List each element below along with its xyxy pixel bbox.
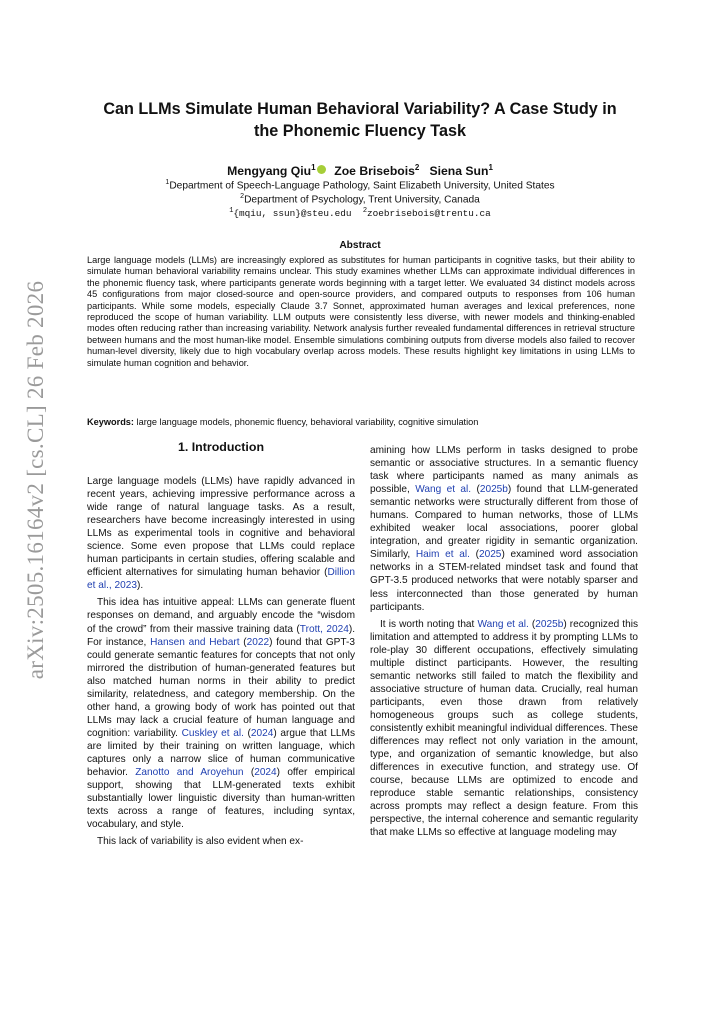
arxiv-identifier-stamp[interactable]: arXiv:2505.16164v2 [cs.CL] 26 Feb 2026 (23, 280, 48, 680)
author-list (80, 163, 640, 178)
left-column (87, 475, 355, 848)
author-name: Mengyang Qiu (227, 164, 312, 179)
abstract-body (87, 255, 635, 369)
author-name: Siena Sun (429, 164, 489, 179)
paragraph: This lack of variability is also evident when ex- (97, 836, 304, 848)
email-text: {mqiu, ssun}@steu.edu (233, 208, 352, 220)
abstract-heading: Abstract (339, 240, 381, 251)
affiliation-2 (80, 193, 640, 205)
paragraph: Large language models (LLMs) have rapidly advanced in recent years, achieving impressive performance across a wide range of natural language tasks. As a result, researchers have become increasingly interested in using LLMs as experimental tools in cognitive and behavioral science. Some even propose that LLMs could replace human participants in certain studies, offering scalable and efficient alternatives for simulating human behavior (Dillion et al., 2023). (87, 476, 355, 592)
affil-marker: 2 (362, 207, 368, 215)
orcid-icon[interactable] (317, 165, 326, 174)
citation-link[interactable]: Zanotto and Aroyehun (135, 767, 244, 779)
citation-link[interactable]: Dillion et al., 2023 (87, 567, 355, 592)
paper-title (80, 98, 640, 142)
author-affil-marker: 1 (488, 163, 493, 172)
citation-link[interactable]: 2024 (250, 727, 274, 739)
keywords-line (87, 417, 635, 427)
citation-link[interactable]: 2025 (478, 549, 502, 561)
title-line-2: the Phonemic Fluency Task (254, 122, 466, 140)
email-text: zoebrisebois@trentu.ca (367, 208, 491, 220)
keywords-label: Keywords: (87, 417, 134, 427)
affil-marker: 1 (229, 207, 234, 215)
citation-link[interactable]: Haim et al. (415, 549, 470, 561)
affil-text: Department of Psychology, Trent University, Canada (244, 194, 480, 206)
citation-link[interactable]: Trott, 2024 (299, 623, 349, 635)
citation-link[interactable]: 2025b (479, 484, 508, 496)
author-affil-marker: 1 (311, 163, 316, 172)
affiliation-1 (80, 179, 640, 191)
affil-marker: 2 (240, 193, 245, 200)
author-emails (80, 207, 640, 219)
citation-link[interactable]: 2025b (535, 618, 564, 630)
citation-link[interactable]: Hansen and Hebart (150, 636, 240, 648)
author-affil-marker: 2 (414, 163, 420, 172)
citation-link[interactable]: Wang et al. (477, 618, 529, 630)
citation-link[interactable]: Wang et al. (415, 484, 472, 496)
keywords-text: large language models, phonemic fluency, behavioral variability, cognitive simulation (136, 417, 479, 427)
paragraph: It is worth noting that Wang et al. (2025b) recognized this limitation and attempted to address it by prompting LLMs to role-play 30 different occupations, effectively simulating multiple distinct participants. However, the resulting semantic networks still failed to match the flexibility and associative structure of human data. Crucially, real human participants, even those drawn from relatively homogeneous groups such as college students, consistently exhibit meaningful individual differences. These differences may reflect not only variation in the amount, type, and organization of semantic knowledge, but also differences in executive function, and strategy use. Of course, because LLMs are optimized to encode and reproduce stable semantic relationships, consistency across prompts may reflect a design feature. From this perspective, the internal coherence and semantic regularity that make LLMs so effective at language modeling may (370, 618, 638, 839)
title-line-1: Can LLMs Simulate Human Behavioral Variability? A Case Study in (103, 100, 617, 118)
author-name: Zoe Brisebois (334, 164, 415, 179)
section-heading-introduction: 1. Introduction (177, 440, 265, 454)
paragraph: amining how LLMs perform in tasks designed to probe semantic or associative structures. In a semantic fluency task where participants named as many animals as possible, Wang et al. (2025b) found that LLM-generated semantic networks were structurally different from those of humans. Compared to human networks, those of LLMs exhibited weaker local associations, poorer global integration, and greater rigidity in semantic organization. Similarly, Haim et al. (2025) examined word association networks in a STEM-related mindset task and found that GPT-3.5 produced networks that were notably sparser and less interconnected than those generated by human participants. (370, 445, 639, 613)
citation-link[interactable]: 2022 (246, 636, 270, 648)
right-column (370, 444, 638, 839)
citation-link[interactable]: Cuskley et al. (181, 727, 244, 739)
paragraph: This idea has intuitive appeal: LLMs can generate fluent responses on demand, and arguably encode the “wisdom of the crowd” from their massive training data (Trott, 2024). For instance, Hansen and Hebart (2022) found that GPT-3 could generate semantic features for concepts that not only mirrored the distribution of human-generated features but also matched human norms in their ability to predict similarity, relatedness, and category membership. On the other hand, a growing body of work has pointed out that LLMs may lack a crucial feature of human language and cognition: variability. Cuskley et al. (2024) argue that LLMs are limited by their training on written language, which captures only a narrow slice of human communicative behavior. Zanotto and Aroyehun (2024) offer empirical support, showing that LLM-generated texts exhibit substantially lower linguistic diversity than human-written texts across a range of features, including syntax, vocabulary, and style. (87, 597, 355, 831)
citation-link[interactable]: 2024 (254, 767, 277, 779)
affil-marker: 1 (165, 179, 170, 186)
affil-text: Department of Speech-Language Pathology, Saint Elizabeth University, United States (169, 180, 555, 192)
abstract-text: Large language models (LLMs) are increasingly explored as substitutes for human participants in cognitive tasks, but their ability to simulate human behavioral variability remains unclear. This study examines whether LLMs can approximate individual differences in the phonemic fluency task, where participants generate words beginning with a target letter. We evaluated 34 distinct models across 45 configurations from major closed-source and open-source providers, and compared outputs to responses from 106 human participants. While some models, especially Claude 3.7 Sonnet, approximated human averages and lexical preferences, none reproduced the scope of human variability. LLM outputs were consistently less diverse, with newer models and thinking-enabled modes often reducing rather than increasing variability. Network analysis further revealed fundamental differences in retrieval structure between humans and the most human-like model. Ensemble simulations combining outputs from diverse models also failed to recover human-level diversity, likely due to high vocabulary overlap across models. These results highlight key limitations in using LLMs to simulate human cognition and behavior. (87, 255, 635, 368)
